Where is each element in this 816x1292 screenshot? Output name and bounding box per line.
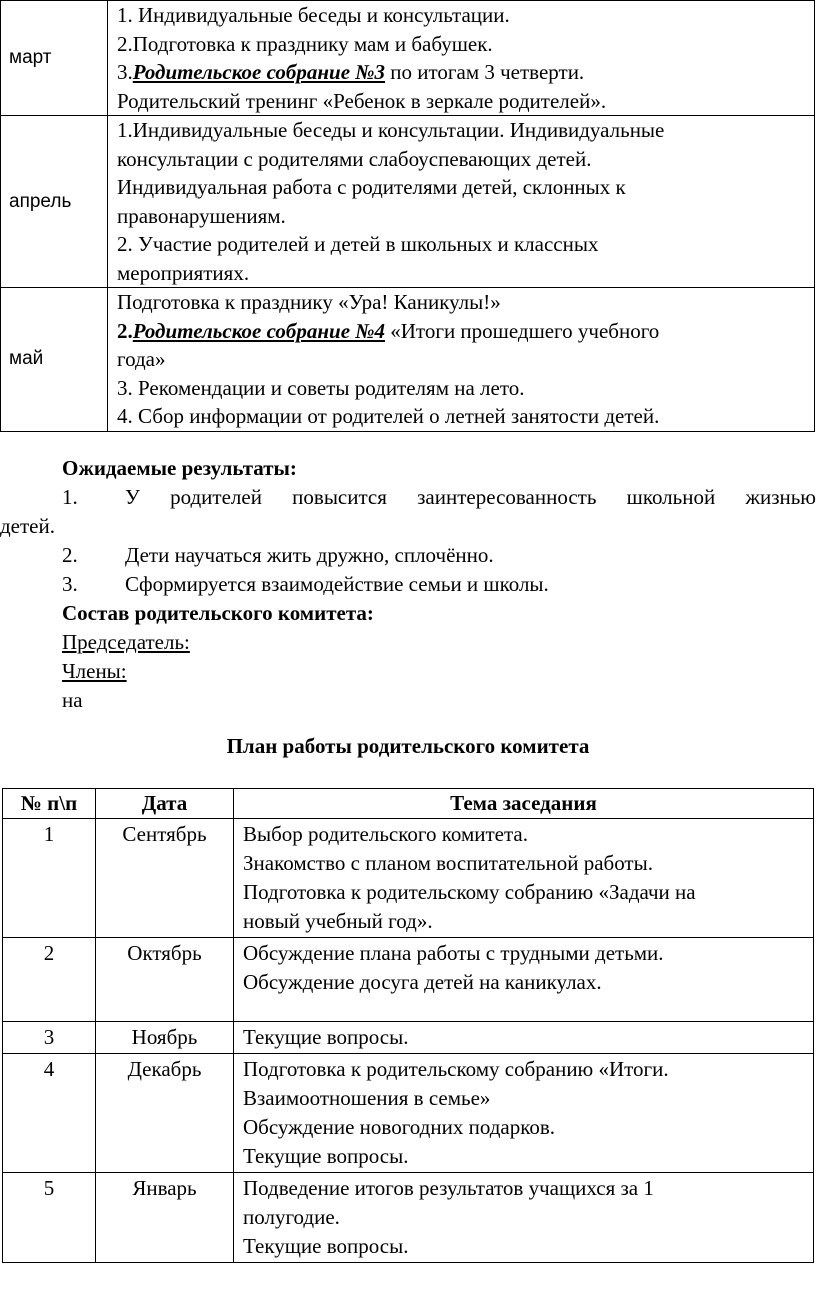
activity-line bbox=[117, 402, 808, 431]
activity-text: Индивидуальная работа с родителями детей, склонных к bbox=[117, 175, 626, 199]
word: У bbox=[125, 485, 140, 509]
committee-heading: Состав родительского комитета: bbox=[62, 601, 374, 625]
activity-text: года» bbox=[117, 347, 166, 371]
activity-text: мероприятиях. bbox=[117, 260, 250, 285]
activity-text: 1.Индивидуальные беседы и консультации. Индивидуальные bbox=[117, 118, 665, 142]
expected-item-1-continued: детей. bbox=[0, 514, 55, 538]
plan-row bbox=[3, 938, 814, 1022]
schedule-activities bbox=[108, 1, 815, 116]
activity-line bbox=[117, 87, 808, 116]
topic-line: Обсуждение досуга детей на каникулах. bbox=[243, 970, 602, 994]
activity-text: 2. bbox=[117, 318, 133, 343]
topic-line: Выбор родительского комитета. bbox=[243, 822, 528, 846]
activity-text: 1. Индивидуальные беседы и консультации. bbox=[117, 3, 510, 27]
topic-line: Знакомство с планом воспитательной работы. bbox=[243, 851, 653, 875]
expected-item-2: 2. Дети научаться жить дружно, сплочённо. bbox=[62, 543, 494, 567]
plan-row-number: 4 bbox=[3, 1054, 96, 1173]
meeting-title: Родительское собрание №4 bbox=[132, 318, 386, 343]
plan-row-topic bbox=[234, 819, 814, 938]
plan-row-topic bbox=[234, 1022, 814, 1054]
plan-row-date: Октябрь bbox=[96, 938, 234, 1022]
activity-text: Родительский тренинг «Ребенок в зеркале родителей». bbox=[117, 88, 607, 113]
plan-row-date: Ноябрь bbox=[96, 1022, 234, 1054]
topic-line: новый учебный год». bbox=[243, 909, 433, 933]
activity-line bbox=[117, 317, 808, 346]
activity-line bbox=[117, 288, 808, 317]
header-topic: Тема заседания bbox=[234, 789, 814, 819]
activity-line bbox=[117, 58, 808, 87]
expected-item-1: 1. У родителей повысится заинтересованность школьной жизнью bbox=[0, 483, 816, 512]
plan-row bbox=[3, 1022, 814, 1054]
activity-text: консультации с родителями слабоуспевающих детей. bbox=[117, 146, 592, 171]
activity-line bbox=[117, 1, 808, 30]
header-date: Дата bbox=[96, 789, 234, 819]
plan-row-date: Сентябрь bbox=[96, 819, 234, 938]
expected-results-heading: Ожидаемые результаты: bbox=[62, 456, 297, 480]
plan-row bbox=[3, 1054, 814, 1173]
activity-text: 4. Сбор информации от родителей о летней занятости детей. bbox=[117, 404, 660, 428]
activity-text: 2. Участие родителей и детей в школьных и классных bbox=[117, 232, 599, 256]
word: школьной bbox=[626, 485, 716, 509]
word: родителей bbox=[170, 485, 262, 509]
plan-table bbox=[2, 788, 814, 1263]
plan-row-topic bbox=[234, 938, 814, 1022]
committee-na-text: на bbox=[62, 688, 83, 712]
activity-text: по итогам 3 четверти. bbox=[385, 60, 585, 84]
schedule-month: май bbox=[1, 288, 108, 432]
activity-text: 3. Рекомендации и советы родителям на лето. bbox=[117, 375, 525, 400]
schedule-month: март bbox=[1, 1, 108, 116]
monthly-schedule-table bbox=[0, 0, 815, 432]
plan-row bbox=[3, 1173, 814, 1263]
activity-line bbox=[117, 202, 808, 231]
plan-header-row bbox=[3, 789, 814, 819]
schedule-activities bbox=[108, 288, 815, 432]
topic-line: Подготовка к родительскому собранию «Итоги. bbox=[243, 1057, 669, 1081]
activity-line bbox=[117, 259, 808, 288]
activity-line bbox=[117, 30, 808, 59]
meeting-title: Родительское собрание №3 bbox=[132, 60, 386, 84]
plan-row-number: 5 bbox=[3, 1173, 96, 1263]
plan-title: План работы родительского комитета bbox=[226, 734, 590, 758]
word: жизнью bbox=[745, 485, 816, 509]
expected-item-3: 3. Сформируется взаимодействие семьи и школы. bbox=[62, 572, 549, 596]
plan-row bbox=[3, 819, 814, 938]
activity-text: 2.Подготовка к празднику мам и бабушек. bbox=[117, 31, 493, 56]
activity-line bbox=[117, 173, 808, 202]
committee-members-label: Члены: bbox=[62, 659, 127, 683]
schedule-activities bbox=[108, 116, 815, 288]
schedule-row bbox=[1, 116, 815, 288]
topic-line: Текущие вопросы. bbox=[243, 1144, 409, 1168]
topic-line: Подготовка к родительскому собранию «Задачи на bbox=[243, 880, 696, 904]
plan-row-topic bbox=[234, 1054, 814, 1173]
topic-line: Подведение итогов результатов учащихся за 1 bbox=[243, 1176, 654, 1200]
schedule-month: апрель bbox=[1, 116, 108, 288]
activity-line bbox=[117, 116, 808, 145]
plan-row-number: 3 bbox=[3, 1022, 96, 1054]
activity-text: 3. bbox=[117, 60, 133, 84]
activity-line bbox=[117, 230, 808, 259]
word: заинтересованность bbox=[417, 485, 597, 509]
plan-row-date: Январь bbox=[96, 1173, 234, 1263]
plan-row-date: Декабрь bbox=[96, 1054, 234, 1173]
topic-line: Текущие вопросы. bbox=[243, 1025, 409, 1049]
plan-row-number: 1 bbox=[3, 819, 96, 938]
schedule-row bbox=[1, 288, 815, 432]
schedule-row bbox=[1, 1, 815, 116]
activity-text: правонарушениям. bbox=[117, 203, 286, 228]
activity-line bbox=[117, 374, 808, 403]
plan-row-topic bbox=[234, 1173, 814, 1263]
activity-line bbox=[117, 345, 808, 374]
expected-results-section bbox=[0, 454, 816, 715]
topic-line: Обсуждение плана работы с трудными детьми. bbox=[243, 941, 664, 965]
topic-line: Взаимоотношения в семье» bbox=[243, 1086, 491, 1110]
word: повысится bbox=[292, 485, 387, 509]
activity-line bbox=[117, 145, 808, 174]
topic-line: Текущие вопросы. bbox=[243, 1234, 409, 1258]
committee-chair-label: Председатель: bbox=[62, 630, 190, 654]
topic-line: Обсуждение новогодних подарков. bbox=[243, 1115, 556, 1139]
header-number: № п\п bbox=[3, 789, 96, 819]
topic-line: полугодие. bbox=[243, 1205, 340, 1229]
plan-row-number: 2 bbox=[3, 938, 96, 1022]
activity-text: Подготовка к празднику «Ура! Каникулы!» bbox=[117, 290, 501, 314]
activity-text: «Итоги прошедшего учебного bbox=[385, 318, 660, 343]
